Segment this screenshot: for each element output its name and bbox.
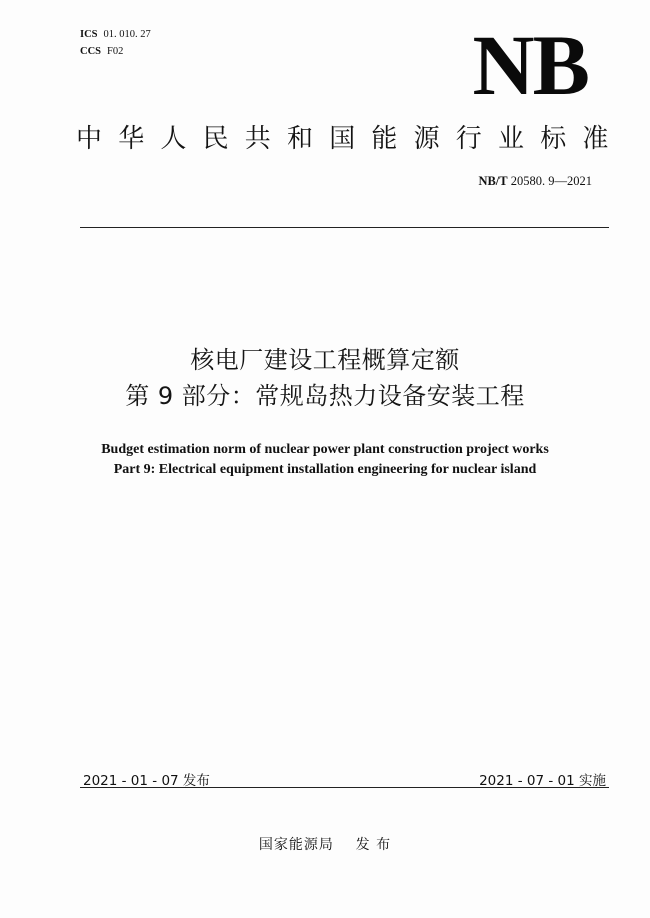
industry-standard-title: 中华人民共和国能源行业标准: [76, 124, 625, 154]
ccs-code: [80, 43, 151, 60]
ics-value: 01. 010. 27: [103, 29, 151, 40]
standard-number-value: 20580. 9—2021: [510, 174, 592, 188]
implementation-date: 2021 - 07 - 01 实施: [479, 773, 606, 789]
chinese-title-line-2: 第 9 部分：常规岛热力设备安装工程: [125, 382, 525, 410]
nb-logo: NB: [472, 17, 588, 113]
footer-divider: [80, 787, 609, 788]
standard-prefix: NB/T: [478, 174, 508, 188]
ccs-label: CCS: [80, 46, 102, 57]
ics-label: ICS: [80, 29, 98, 40]
english-title: [0, 440, 650, 480]
chinese-title: [0, 342, 650, 414]
header-divider: [80, 227, 609, 228]
chinese-title-line-1: 核电厂建设工程概算定额: [190, 346, 460, 374]
issuing-authority: 国家能源局 发 布: [258, 837, 392, 853]
ics-code: [80, 26, 151, 43]
issue-date: 2021 - 01 - 07 发布: [83, 773, 210, 789]
standard-number: [478, 174, 592, 189]
classification-codes: [80, 26, 151, 60]
english-title-line-2: Part 9: Electrical equipment installation engineering for nuclear island: [113, 462, 537, 477]
ccs-value: F02: [107, 46, 124, 57]
english-title-line-1: Budget estimation norm of nuclear power plant construction project works: [101, 442, 549, 457]
